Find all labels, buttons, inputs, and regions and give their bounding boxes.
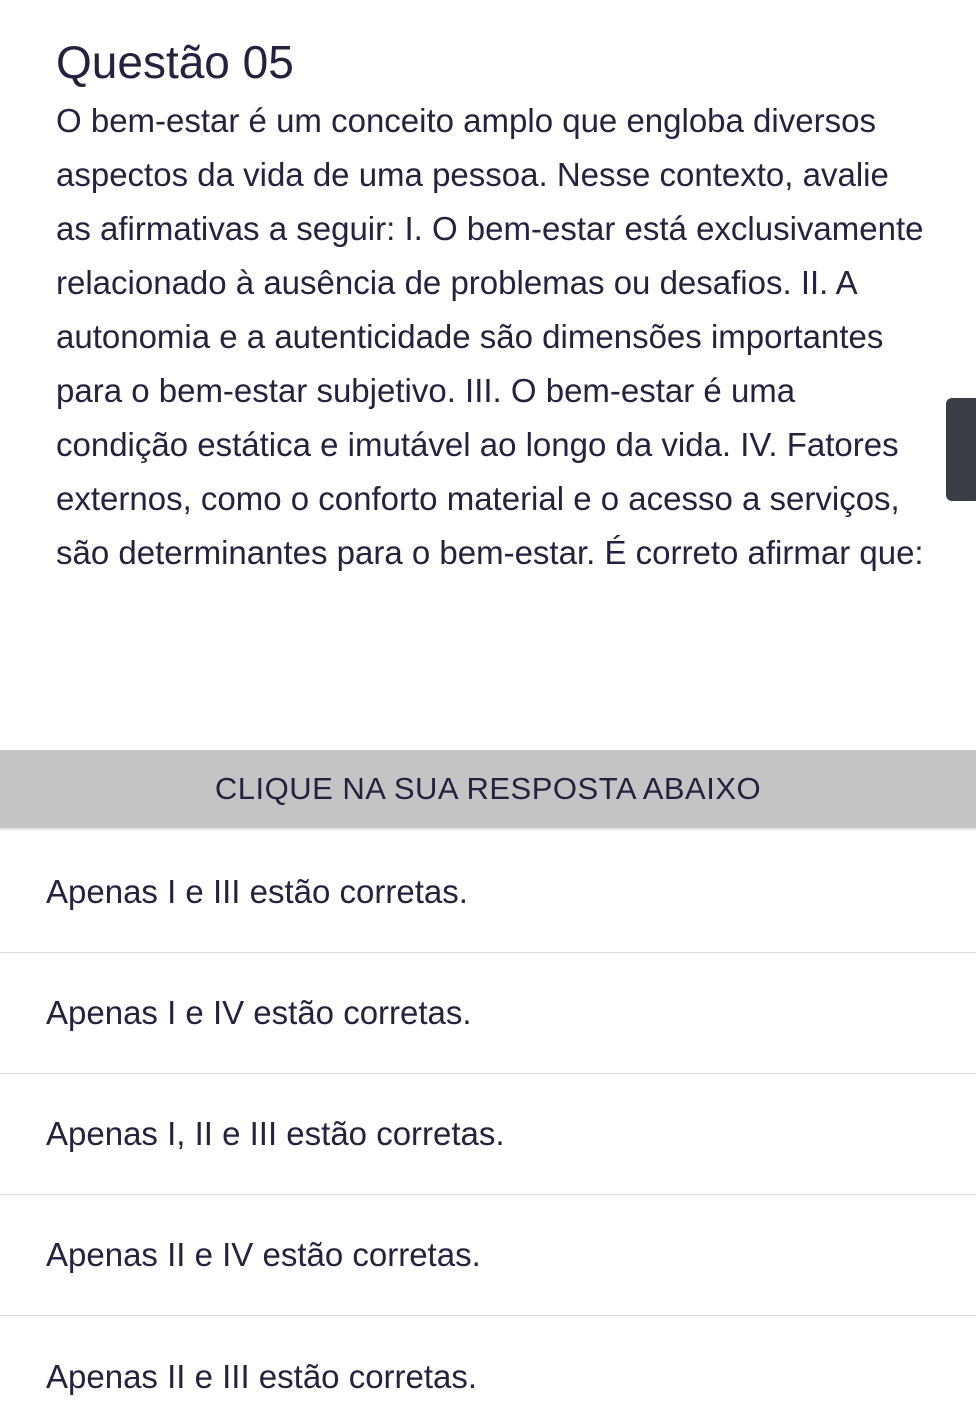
answer-option-2[interactable]	[0, 953, 976, 1074]
question-title: Questão 05	[56, 36, 294, 88]
answer-header	[0, 750, 976, 830]
answer-option-1[interactable]	[0, 832, 976, 953]
scrollbar-handle[interactable]	[946, 398, 976, 501]
answer-option-label: Apenas I e IV estão corretas.	[46, 994, 472, 1031]
answer-option-label: Apenas II e III estão corretas.	[46, 1357, 478, 1395]
answer-options-list	[0, 832, 976, 1417]
answer-option-4[interactable]	[0, 1195, 976, 1316]
answer-option-label: Apenas I, II e III estão corretas.	[46, 1115, 505, 1152]
answer-header-label: CLIQUE NA SUA RESPOSTA ABAIXO	[214, 771, 762, 806]
answer-option-label: Apenas II e IV estão corretas.	[46, 1236, 481, 1273]
answer-option-label: Apenas I e III estão corretas.	[46, 873, 468, 910]
answer-option-3[interactable]	[0, 1074, 976, 1195]
answer-option-5[interactable]	[0, 1316, 976, 1417]
question-block	[56, 30, 926, 580]
question-text: O bem-estar é um conceito amplo que engloba diversos aspectos da vida de uma pessoa. Nesse contexto, avalie as afirmativas a seguir: I. O bem-estar está exclusivamente relacionado à ausência de problemas ou desafios. II. A autonomia e a autenticidade são dimensões importantes para o bem-estar subjetivo. III. O bem-estar é uma condição estática e imutável ao longo da vida. IV. Fatores externos, como o conforto material e o acesso a serviços, são determinantes para o bem-estar. É correto afirmar que:	[56, 102, 924, 571]
